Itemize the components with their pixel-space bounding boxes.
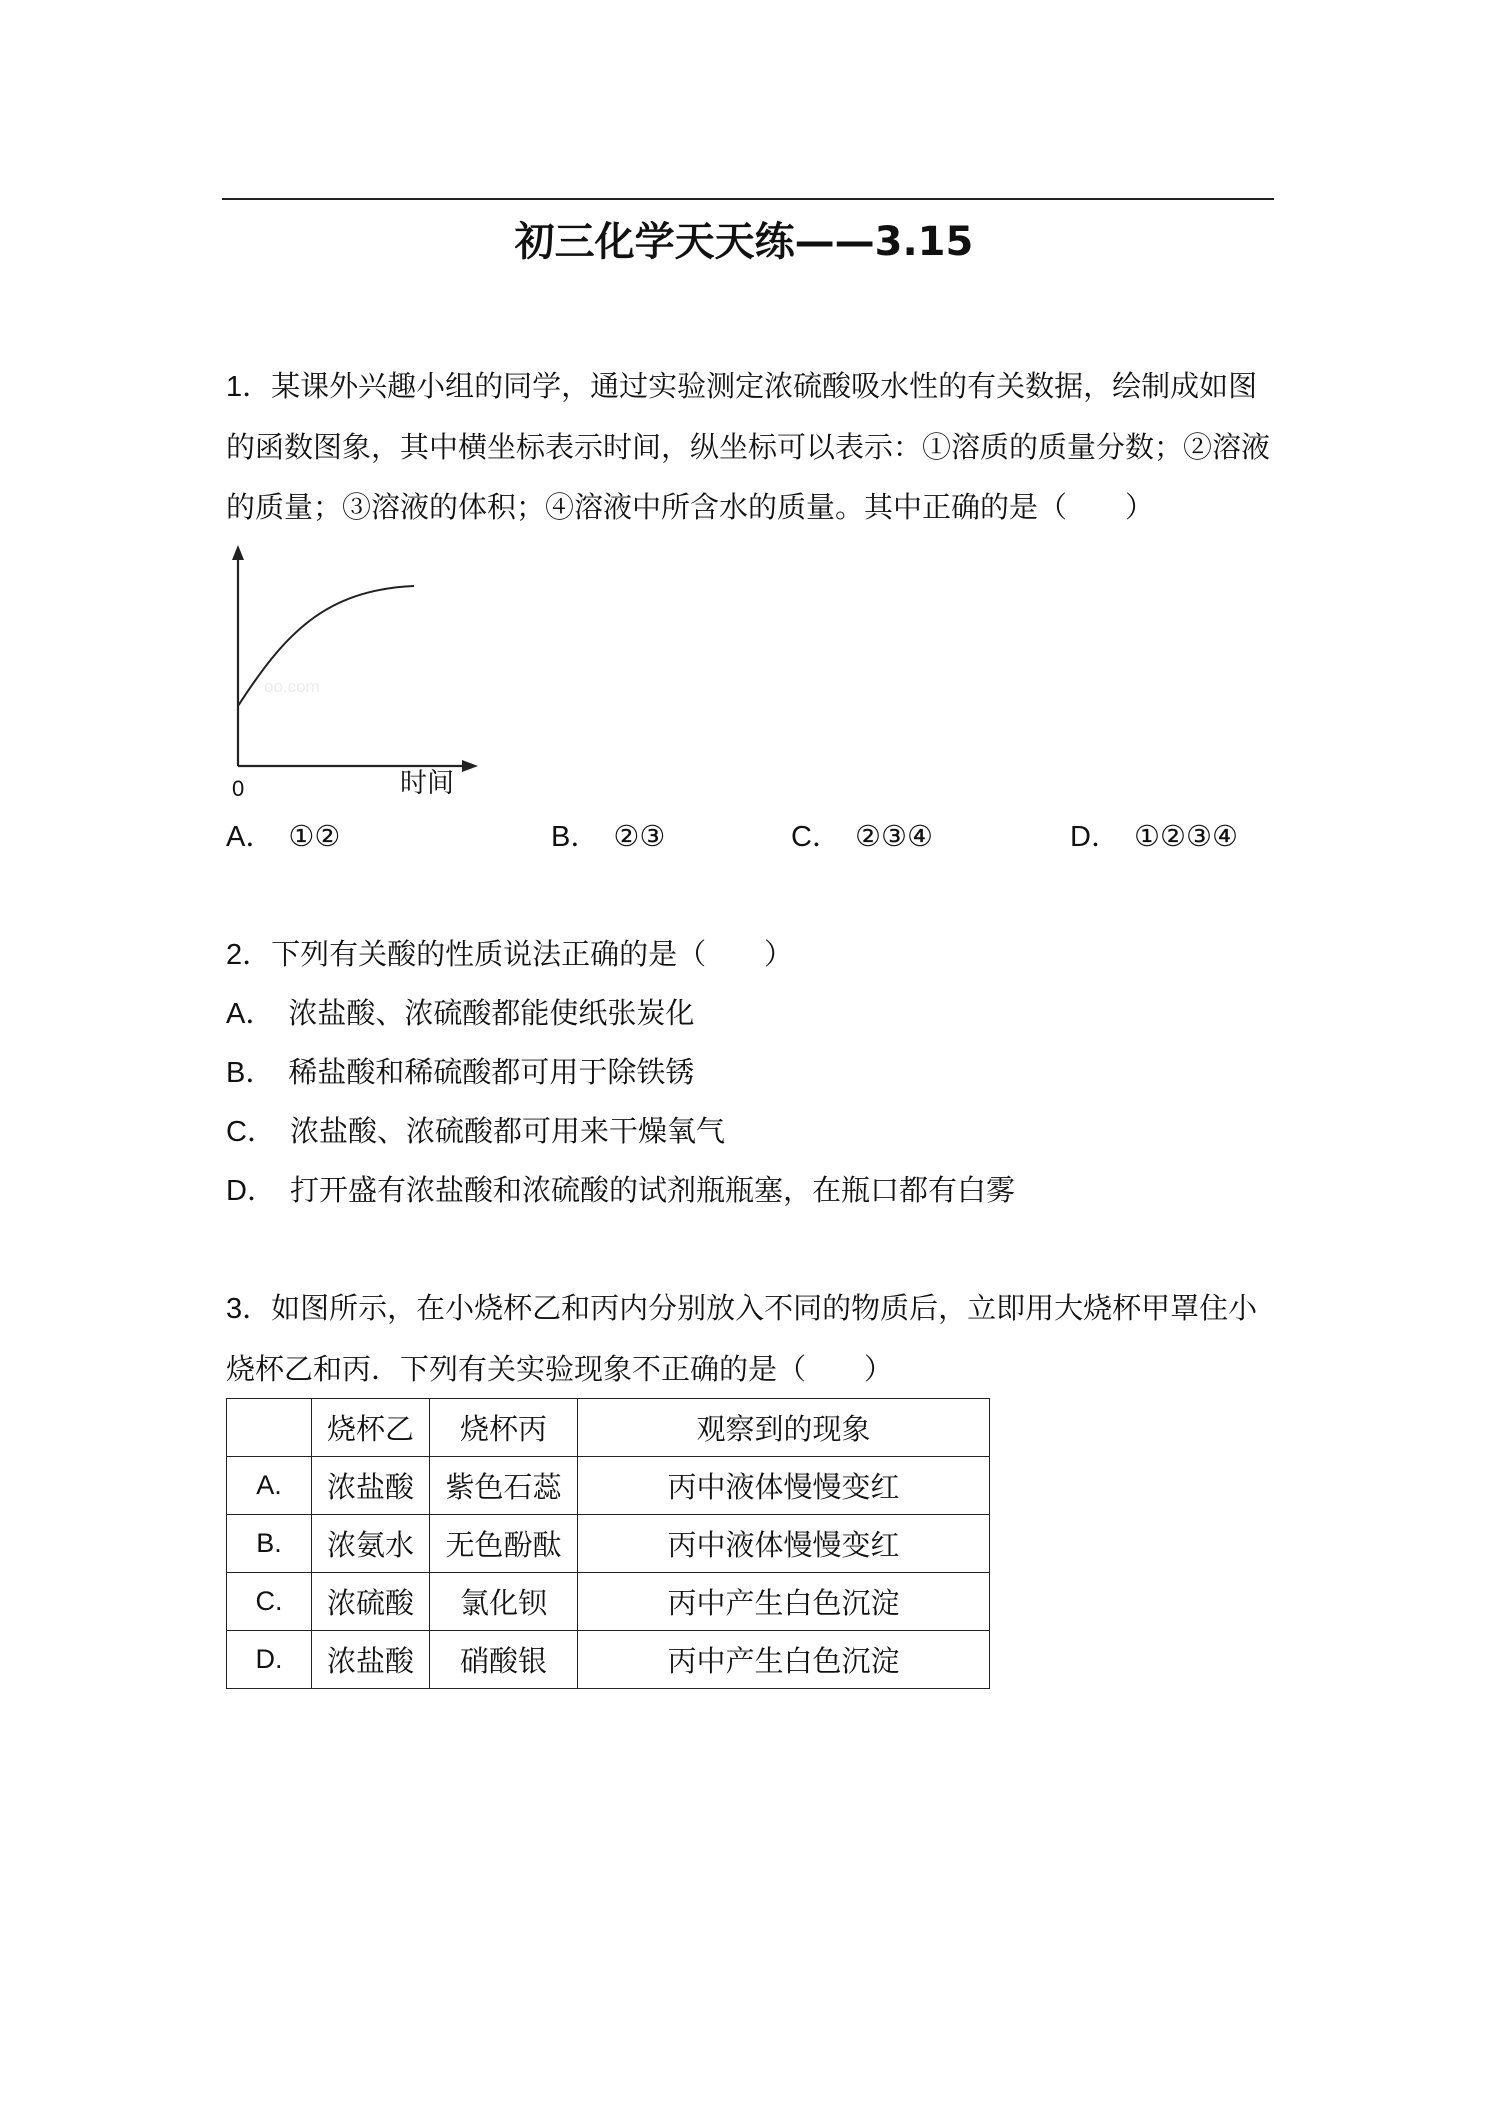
table-cell: 浓盐酸: [312, 1457, 430, 1515]
table-header-cell: [227, 1399, 312, 1457]
q1-option-a: [226, 806, 340, 867]
table-cell: 硝酸银: [430, 1631, 578, 1689]
q2-option-a: [226, 983, 694, 1044]
question-2-number: 2．: [226, 939, 272, 971]
table-header-cell: 烧杯乙: [312, 1399, 430, 1457]
table-cell: 无色酚酞: [430, 1515, 578, 1573]
q2-option-b: [226, 1042, 694, 1103]
question-3-number: 3．: [226, 1293, 272, 1325]
q1-option-d-label: D．: [1070, 821, 1120, 853]
q1-option-d-text: ①②③④: [1133, 819, 1238, 853]
q1-option-d: [1070, 806, 1238, 867]
table-cell: 浓硫酸: [312, 1573, 430, 1631]
q1-option-c-text: ②③④: [854, 819, 933, 853]
q2-option-b-text: 稀盐酸和稀硫酸都可用于除铁锈: [288, 1055, 695, 1089]
q1-option-c: [791, 806, 933, 867]
question-1-text: 某课外兴趣小组的同学，通过实验测定浓硫酸吸水性的有关数据，绘制成如图的函数图象，其中横坐标表示时间，纵坐标可以表示：①溶质的质量分数；②溶液的质量；③溶液的体积；④溶液中所含水的质量。其中正确的是（ ）: [226, 369, 1271, 524]
table-cell: 丙中液体慢慢变红: [578, 1515, 990, 1573]
table-cell: 丙中液体慢慢变红: [578, 1457, 990, 1515]
question-1-graph: [214, 540, 494, 812]
q2-option-c-text: 浓盐酸、浓硫酸都可用来干燥氧气: [289, 1114, 725, 1148]
x-axis-label: 时间: [400, 768, 454, 799]
page-title: 初三化学天天练——3.15: [514, 219, 974, 265]
q1-option-b-label: B．: [551, 821, 600, 853]
table-cell: A.: [227, 1457, 312, 1515]
question-3-text: 如图所示，在小烧杯乙和丙内分别放入不同的物质后，立即用大烧杯甲罩住小烧杯乙和丙．下列有关实验现象不正确的是（ ）: [226, 1291, 1258, 1386]
table-cell: B.: [227, 1515, 312, 1573]
q2-option-d: [226, 1160, 1015, 1221]
q2-option-c-label: C．: [226, 1116, 276, 1148]
origin-label: 0: [232, 776, 245, 801]
question-2-text: 下列有关酸的性质说法正确的是（ ）: [271, 937, 794, 971]
table-cell: D.: [227, 1631, 312, 1689]
table-cell: 氯化钡: [430, 1573, 578, 1631]
table-cell: 浓盐酸: [312, 1631, 430, 1689]
table-header-row: [227, 1399, 990, 1457]
q1-option-b: [551, 806, 665, 867]
q2-option-d-label: D．: [226, 1175, 276, 1207]
q1-option-a-label: A．: [226, 821, 275, 853]
x-axis-arrow: [462, 760, 478, 772]
table-cell: 丙中产生白色沉淀: [578, 1573, 990, 1631]
question-2: [226, 924, 1276, 985]
table-header-cell: 观察到的现象: [578, 1399, 990, 1457]
q2-option-c: [226, 1101, 725, 1162]
question-3: [226, 1278, 1276, 1399]
table-row: [227, 1631, 990, 1689]
q1-option-b-text: ②③: [613, 819, 666, 853]
table-row: [227, 1457, 990, 1515]
table-row: [227, 1515, 990, 1573]
table-row: [227, 1573, 990, 1631]
table-cell: 浓氨水: [312, 1515, 430, 1573]
q2-option-b-label: B．: [226, 1057, 275, 1089]
q2-option-a-label: A．: [226, 998, 275, 1030]
q2-option-a-text: 浓盐酸、浓硫酸都能使纸张炭化: [288, 996, 695, 1030]
q1-option-a-text: ①②: [288, 819, 341, 853]
header-rule: [222, 198, 1274, 200]
table-cell: C.: [227, 1573, 312, 1631]
table-cell: 丙中产生白色沉淀: [578, 1631, 990, 1689]
question-1-number: 1．: [226, 371, 272, 403]
observation-table: [226, 1398, 990, 1689]
table-header-cell: 烧杯丙: [430, 1399, 578, 1457]
watermark: oo.com: [264, 677, 320, 696]
y-axis-arrow: [232, 545, 244, 560]
question-1: [226, 356, 1276, 537]
table-cell: 紫色石蕊: [430, 1457, 578, 1515]
q1-option-c-label: C．: [791, 821, 841, 853]
q2-option-d-text: 打开盛有浓盐酸和浓硫酸的试剂瓶瓶塞，在瓶口都有白雾: [289, 1173, 1015, 1207]
